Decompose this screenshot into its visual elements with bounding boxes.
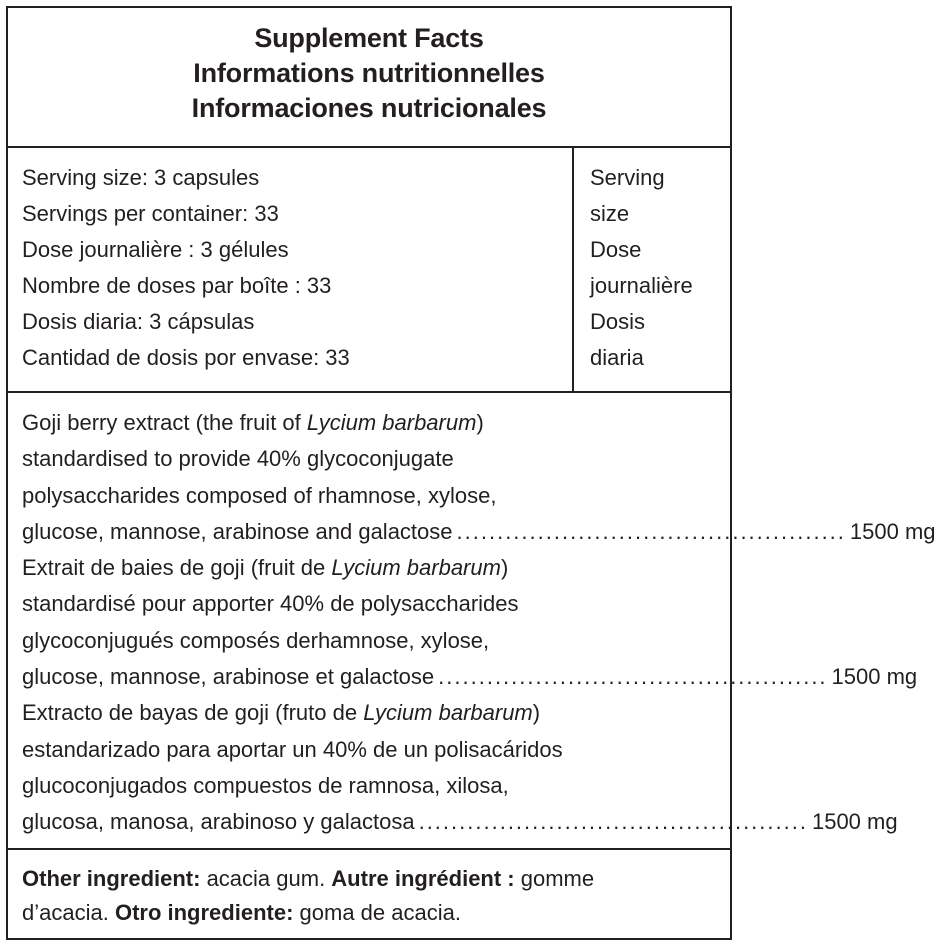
- ingredient-text: glucosa, manosa, arabinoso y galactosa: [22, 809, 415, 835]
- ingredient-fr-line: glycoconjugués composés derhamnose, xylose,: [22, 627, 490, 653]
- latin-name: Lycium barbarum: [306, 410, 477, 435]
- ingredient-es-line: [22, 695, 682, 731]
- ingredient-fr-amount-row: [22, 659, 918, 695]
- serving-size-es: Dosis diaria: 3 cápsulas: [22, 309, 255, 334]
- other-ingredients-section: [8, 850, 730, 938]
- ingredient-text: Extrait de baies de goji (fruit de: [22, 555, 332, 581]
- serving-column-header: [574, 148, 730, 391]
- column-header-line: size: [590, 201, 630, 226]
- column-header-line: Dosis: [590, 309, 646, 334]
- ingredient-text: glucose, mannose, arabinose et galactose: [22, 664, 435, 690]
- column-header-line: Dose: [590, 237, 642, 262]
- ingredient-en-line: standardised to provide 40% glycoconjugate: [22, 446, 454, 472]
- dot-leader: ................................................: [438, 664, 828, 690]
- amount-value: 1500 mg: [831, 664, 918, 690]
- serving-info: [8, 148, 574, 391]
- servings-per-container-es: Cantidad de dosis por envase: 33: [22, 345, 350, 370]
- ingredient-text: ): [532, 700, 541, 726]
- amount-value: 1500 mg: [849, 518, 936, 544]
- ingredient-en-line: [22, 405, 682, 441]
- ingredient-text: glucose, mannose, arabinose and galactose: [22, 518, 453, 544]
- other-ingredients-text: [22, 862, 682, 930]
- label-header: [8, 8, 730, 148]
- other-ingredient-value-en: acacia gum.: [200, 866, 332, 891]
- ingredient-text: Goji berry extract (the fruit of: [22, 410, 307, 435]
- title-english: Supplement Facts: [254, 23, 484, 53]
- latin-name: Lycium barbarum: [331, 555, 501, 581]
- other-ingredient-label-fr: Autre ingrédient :: [331, 866, 515, 891]
- ingredient-es-line: estandarizado para aportar un 40% de un polisacáridos: [22, 736, 563, 762]
- amount-value: 1500 mg: [811, 809, 898, 835]
- ingredient-text: Extracto de bayas de goji (fruto de: [22, 700, 364, 726]
- column-header-line: diaria: [590, 345, 644, 370]
- title-french: Informations nutritionnelles: [193, 58, 545, 88]
- title-spanish: Informaciones nutricionales: [191, 93, 547, 123]
- supplement-facts-label: [6, 6, 936, 940]
- servings-per-container-fr: Nombre de doses par boîte : 33: [22, 273, 332, 298]
- column-header-line: journalière: [590, 273, 693, 298]
- servings-per-container-en: Servings per container: 33: [22, 201, 279, 226]
- serving-size-fr: Dose journalière : 3 gélules: [22, 237, 289, 262]
- ingredient-fr-line: standardisé pour apporter 40% de polysaccharides: [22, 591, 519, 617]
- serving-size-en: Serving size: 3 capsules: [22, 165, 260, 190]
- column-header-line: Serving: [590, 165, 665, 190]
- ingredient-text: ): [476, 410, 484, 435]
- ingredient-fr-line: [22, 550, 682, 586]
- dot-leader: ................................................: [418, 809, 808, 835]
- ingredient-en-line: polysaccharides composed of rhamnose, xylose,: [22, 482, 497, 508]
- ingredient-es-line: glucoconjugados compuestos de ramnosa, xilosa,: [22, 772, 509, 798]
- ingredient-en-amount-row: [22, 514, 936, 550]
- ingredient-text: ): [500, 555, 509, 581]
- other-ingredient-label-es: Otro ingrediente:: [114, 900, 294, 925]
- other-ingredient-value-fr: gomme d’acacia.: [22, 866, 595, 925]
- dot-leader: ................................................: [456, 518, 846, 544]
- latin-name: Lycium barbarum: [363, 700, 533, 726]
- other-ingredient-label-en: Other ingredient:: [22, 866, 201, 891]
- other-ingredient-value-es: goma de acacia.: [293, 900, 461, 925]
- serving-section: [8, 148, 730, 393]
- ingredient-es-amount-row: [22, 804, 898, 840]
- ingredients-section: [8, 393, 936, 850]
